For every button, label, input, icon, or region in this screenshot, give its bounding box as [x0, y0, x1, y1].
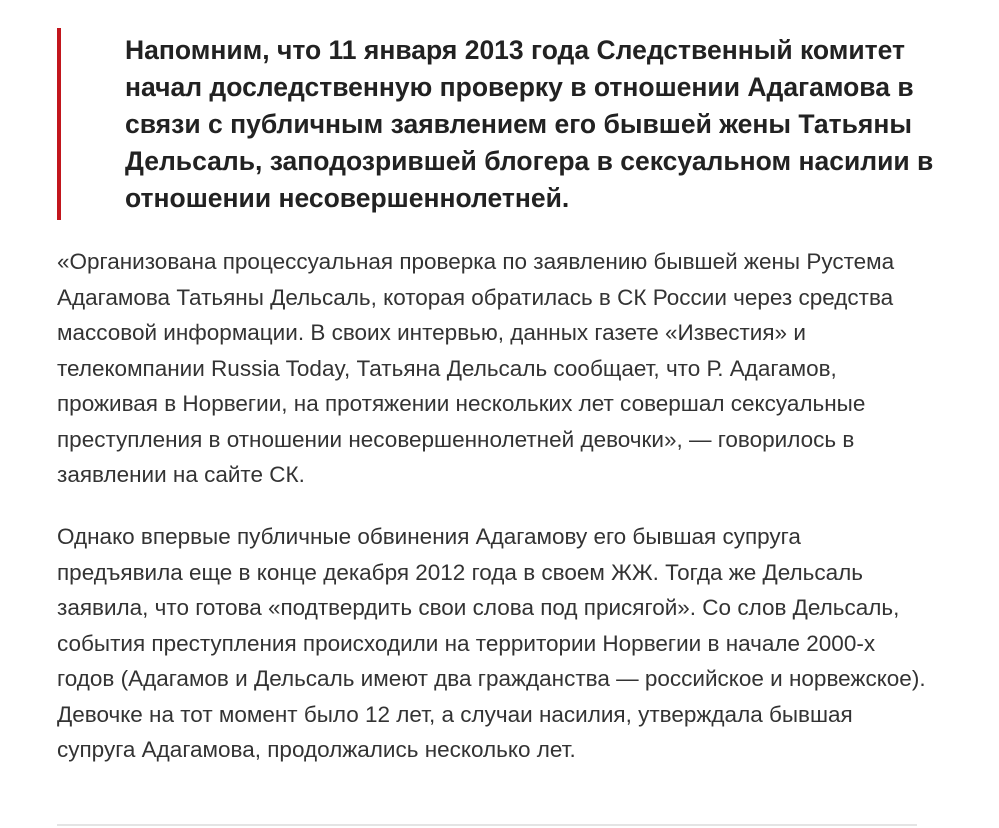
quote-text: Напомним, что 11 января 2013 года Следственный комитет начал доследственную проверку в отношении Адагамова в связи с публичным заявлением его бывшей жены Татьяны Дельсаль, заподозрившей блогера в сексуальном насилии в отношении несовершеннолетней.: [125, 35, 934, 213]
quote-accent-bar: [57, 28, 61, 220]
article-paragraph-1: «Организована процессуальная проверка по заявлению бывшей жены Рустема Адагамова Татьяны Дельсаль, которая обратилась в СК России через средства массовой информации. В своих интервью, данных газете «Известия» и телекомпании Russia Today, Татьяна Дельсаль сообщает, что Р. Адагамов, проживая в Норвегии, на протяжении нескольких лет совершал сексуальные преступления в отношении несовершеннолетней девочки», — говорилось в заявлении на сайте СК.: [57, 249, 895, 487]
section-divider: [57, 824, 917, 826]
blockquote: [57, 28, 937, 220]
article-paragraph-2: Однако впервые публичные обвинения Адагамову его бывшая супруга предъявила еще в конце декабря 2012 года в своем ЖЖ. Тогда же Дельсаль заявила, что готова «подтвердить свои слова под присягой». Со слов Дельсаль, события преступления происходили на территории Норвегии в начале 2000-х годов (Адагамов и Дельсаль имеют два гражданства — российское и норвежское). Девочке на тот момент было 12 лет, а случаи насилия, утверждала бывшая супруга Адагамова, продолжались несколько лет.: [57, 524, 926, 762]
